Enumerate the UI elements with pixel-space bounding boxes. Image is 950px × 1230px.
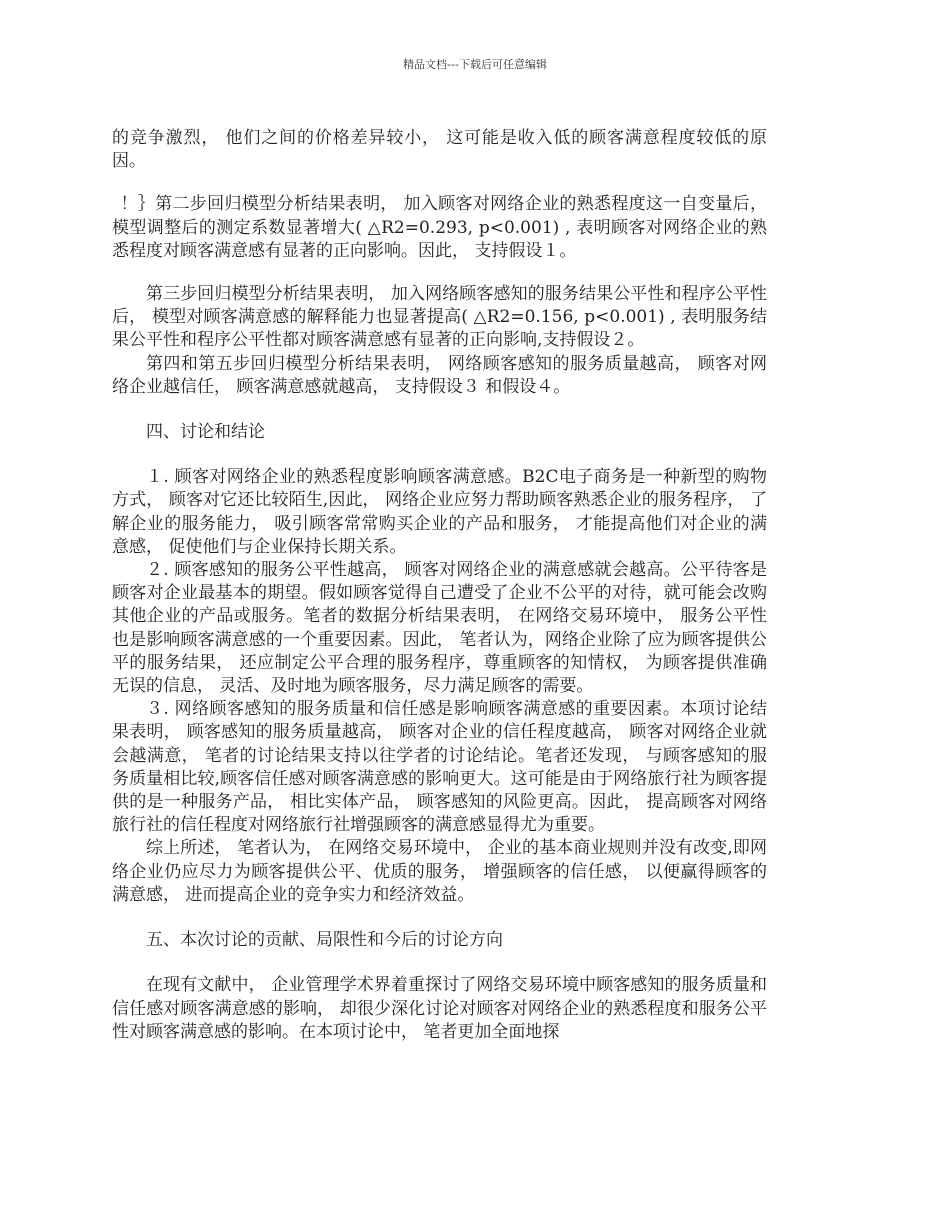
section-heading-contribution: 五、本次讨论的贡献、局限性和今后的讨论方向	[146, 930, 503, 951]
paragraph-step-four-five: 第四和第五步回归模型分析结果表明， 网络顾客感知的服务质量越高， 顾客对网络企业越信任， 顾客满意感就越高， 支持假设３ 和假设４。	[112, 353, 767, 397]
paragraph-summary: 综上所述， 笔者认为， 在网络交易环境中， 企业的基本商业规则并没有改变,即网络企业仍应尽力为顾客提供公平、优质的服务， 增强顾客的信任感， 以便赢得顾客的满意感， 进而提高企业的竞争实力和经济效益。	[112, 838, 767, 905]
paragraph-step-two: ！｝第二步回归模型分析结果表明， 加入顾客对网络企业的熟悉程度这一自变量后， 模型调整后的测定系数显著增大( △R2=0.293, p<0.001) , 表明顾客对网络企业的熟悉程度对顾客满意感有显著的正向影响。因此， 支持假设１。	[112, 194, 767, 261]
paragraph-conclusion-2: ２. 顾客感知的服务公平性越高， 顾客对网络企业的满意感就会越高。公平待客是顾客对企业最基本的期望。假如顾客觉得自己遭受了企业不公平的对待，就可能会改购其他企业的产品或服务。笔者的数据分析结果表明， 在网络交易环境中， 服务公平性也是影响顾客满意感的一个重要因素。因此， 笔者认为，网络企业除了应为顾客提供公平的服务结果， 还应制定公平合理的服务程序，尊重顾客的知情权， 为顾客提供准确无误的信息， 灵活、及时地为顾客服务，尽力满足顾客的需要。	[112, 560, 767, 697]
paragraph-conclusion-1: １. 顾客对网络企业的熟悉程度影响顾客满意感。B2C电子商务是一种新型的购物方式， 顾客对它还比较陌生,因此， 网络企业应努力帮助顾客熟悉企业的服务程序， 了解企业的服务能力， 吸引顾客常常购买企业的产品和服务， 才能提高他们对企业的满意感， 促使他们与企业保持长期关系。	[112, 467, 767, 557]
section-heading-discussion: 四、讨论和结论	[146, 422, 265, 443]
paragraph-continuation: 的竞争激烈， 他们之间的价格差异较小， 这可能是收入低的顾客满意程度较低的原因。	[112, 128, 767, 172]
paragraph-literature: 在现有文献中， 企业管理学术界着重探讨了网络交易环境中顾客感知的服务质量和信任感对顾客满意感的影响， 却很少深化讨论对顾客对网络企业的熟悉程度和服务公平性对顾客满意感的影响。在本项讨论中， 笔者更加全面地探	[112, 975, 767, 1042]
paragraph-step-three: 第三步回归模型分析结果表明， 加入网络顾客感知的服务结果公平性和程序公平性后， 模型对顾客满意感的解释能力也显著提高( △R2=0.156, p<0.001) , 表明服务结果公平性和程序公平性都对顾客满意感有显著的正向影响,支持假设２。	[112, 284, 767, 351]
paragraph-conclusion-3: ３. 网络顾客感知的服务质量和信任感是影响顾客满意感的重要因素。本项讨论结果表明， 顾客感知的服务质量越高， 顾客对企业的信任程度越高， 顾客对网络企业就会越满意， 笔者的讨论结果支持以往学者的讨论结论。笔者还发现， 与顾客感知的服务质量相比较,顾客信任感对顾客满意感的影响更大。这可能是由于网络旅行社为顾客提供的是一种服务产品， 相比实体产品， 顾客感知的风险更高。因此， 提高顾客对网络旅行社的信任程度对网络旅行社增强顾客的满意感显得尤为重要。	[112, 699, 767, 836]
document-body	[112, 127, 767, 1044]
page-header: 精品文档---下载后可任意编辑	[403, 58, 547, 71]
